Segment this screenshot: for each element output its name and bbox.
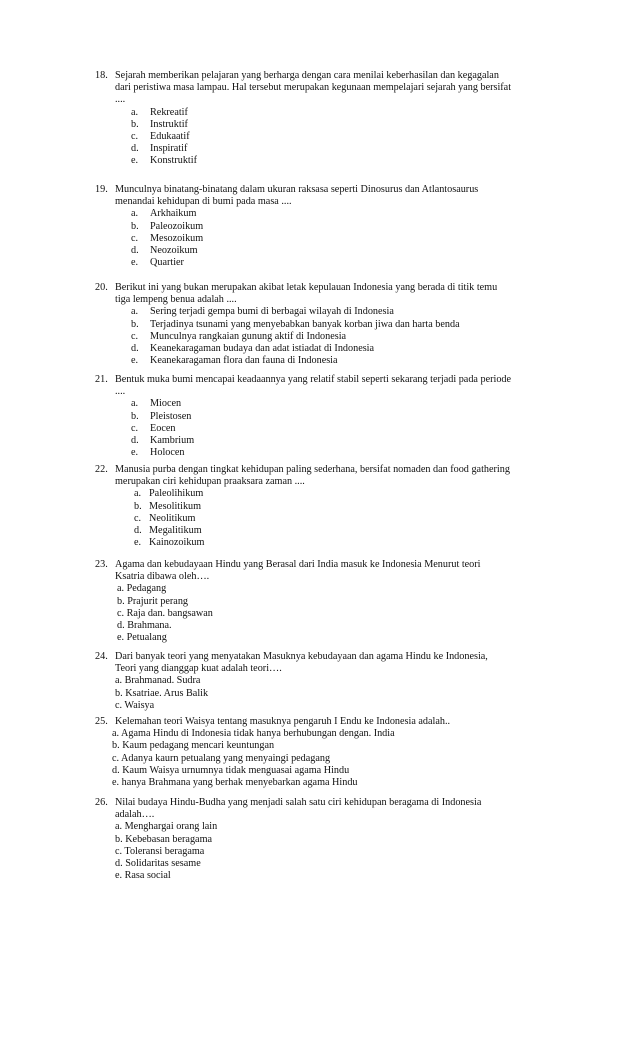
question-text: Berikut ini yang bukan merupakan akibat letak kepulauan Indonesia yang berada di titik temu tiga lempeng benua adalah .... [115,282,498,306]
options-grid [115,675,575,712]
question-24 [95,651,575,712]
option-c: c. Toleransi beragama [115,845,205,857]
option-c: c. Eocen [131,422,176,434]
option-a: a. Pedagang [117,583,167,595]
option-b: b. Kebebasan beragama [115,833,213,845]
question-number: 23. [95,559,108,570]
option-c: c. Neolitikum [134,512,196,524]
options-list [134,488,575,549]
option-a: a. Brahmana [115,675,167,687]
option-a: a. Arkhaikum [131,208,197,220]
option-c: c. Munculnya rangkaian gunung aktif di Indonesia [131,330,347,342]
options-list [131,398,575,459]
question-number: 18. [95,70,108,81]
option-b: b. Instruktif [131,118,188,130]
option-b: b. Paleozoikum [131,220,204,232]
option-d: d. Sudra [166,675,201,687]
option-c: c. Mesozoikum [131,232,204,244]
option-e: e. Konstruktif [131,155,197,167]
question-19 [95,184,575,269]
options-list [117,583,575,644]
option-e: e. Arus Balik [154,687,209,699]
option-a: a. Paleolihikum [134,488,204,500]
question-text: Munculnya binatang-binatang dalam ukuran raksasa seperti Dinosurus dan Atlantosaurus menandai kehidupan di bumi pada masa .... [115,184,479,208]
option-c: c. Raja dan. bangsawan [117,607,213,619]
question-22 [95,464,575,549]
option-a: a. Menghargai orang lain [115,821,218,833]
option-d: d. Inspiratif [131,143,188,155]
options-list [131,306,575,367]
option-b: b. Ksatria [115,687,155,699]
option-b: b. Prajurit perang [117,595,189,607]
question-20 [95,282,575,367]
option-a: a. Miocen [131,398,182,410]
option-e: e. Kainozoikum [134,537,205,549]
question-23 [95,559,575,644]
option-e: e. Keanekaragaman flora dan fauna di Indonesia [131,355,338,367]
option-b: b. Mesolitikum [134,500,202,512]
option-b: b. Terjadinya tsunami yang menyebabkan banyak korban jiwa dan harta benda [131,318,460,330]
option-d: d. Megalitikum [134,524,202,536]
options-list [131,208,575,269]
option-d: d. Neozoikum [131,244,198,256]
option-e: e. hanya Brahmana yang berhak menyebarkan agama Hindu [112,776,358,788]
question-text: Agama dan kebudayaan Hindu yang Berasal dari India masuk ke Indonesia Menurut teori Ksatria dibawa oleh…. [115,559,481,583]
options-list [112,728,575,789]
option-e: e. Quartier [131,257,184,269]
question-number: 25. [95,716,108,727]
question-18 [95,70,575,168]
option-d: d. Keanekaragaman budaya dan adat istiadat di Indonesia [131,342,375,354]
option-c: c. Adanya kaurn petualang yang menyaingi pedagang [112,752,331,764]
question-text: Dari banyak teori yang menyatakan Masuknya kebudayaan dan agama Hindu ke Indonesia, Teori yang dianggap kuat adalah teori…. [115,651,488,675]
option-a: a. Sering terjadi gempa bumi di berbagai wilayah di Indonesia [131,306,394,318]
option-b: b. Kaum pedagang mencari keuntungan [112,740,275,752]
option-c: c. Waisya [115,699,155,711]
options-list [131,107,575,168]
options-list [115,821,575,882]
question-number: 21. [95,374,108,385]
question-text: Sejarah memberikan pelajaran yang berharga dengan cara menilai keberhasilan dan kegagalan dari peristiwa masa lampau. Hal tersebut merupakan kegunaan mempelajari sejarah yang bersifat .... [115,70,512,106]
question-number: 22. [95,464,108,475]
option-e: e. Petualang [117,632,167,644]
question-number: 24. [95,651,108,662]
question-26 [95,797,575,882]
option-d: d. Kaum Waisya urnumnya tidak menguasai agama Hindu [112,764,350,776]
option-b: b. Pleistosen [131,410,192,422]
question-number: 19. [95,184,108,195]
option-e: e. Holocen [131,447,185,459]
option-e: e. Rasa social [115,870,171,882]
option-c: c. Edukaatif [131,130,190,142]
option-a: a. Agama Hindu di Indonesia tidak hanya berhubungan dengan. India [112,728,395,740]
option-a: a. Rekreatif [131,106,188,118]
question-number: 20. [95,282,108,293]
option-d: d. Kambrium [131,434,195,446]
question-number: 26. [95,797,108,808]
option-d: d. Brahmana. [117,619,172,631]
question-21 [95,374,575,459]
question-text: Nilai budaya Hindu-Budha yang menjadi salah satu ciri kehidupan beragama di Indonesia adalah…. [115,797,482,821]
option-d: d. Solidaritas sesame [115,857,201,869]
question-25 [95,716,575,789]
question-text: Manusia purba dengan tingkat kehidupan paling sederhana, bersifat nomaden dan food gathering merupakan ciri kehidupan praaksara zaman .... [115,464,510,488]
question-text: Kelemahan teori Waisya tentang masuknya pengaruh I Endu ke Indonesia adalah.. [115,716,451,727]
question-text: Bentuk muka bumi mencapai keadaannya yang relatif stabil seperti sekarang terjadi pada periode .... [115,374,512,398]
